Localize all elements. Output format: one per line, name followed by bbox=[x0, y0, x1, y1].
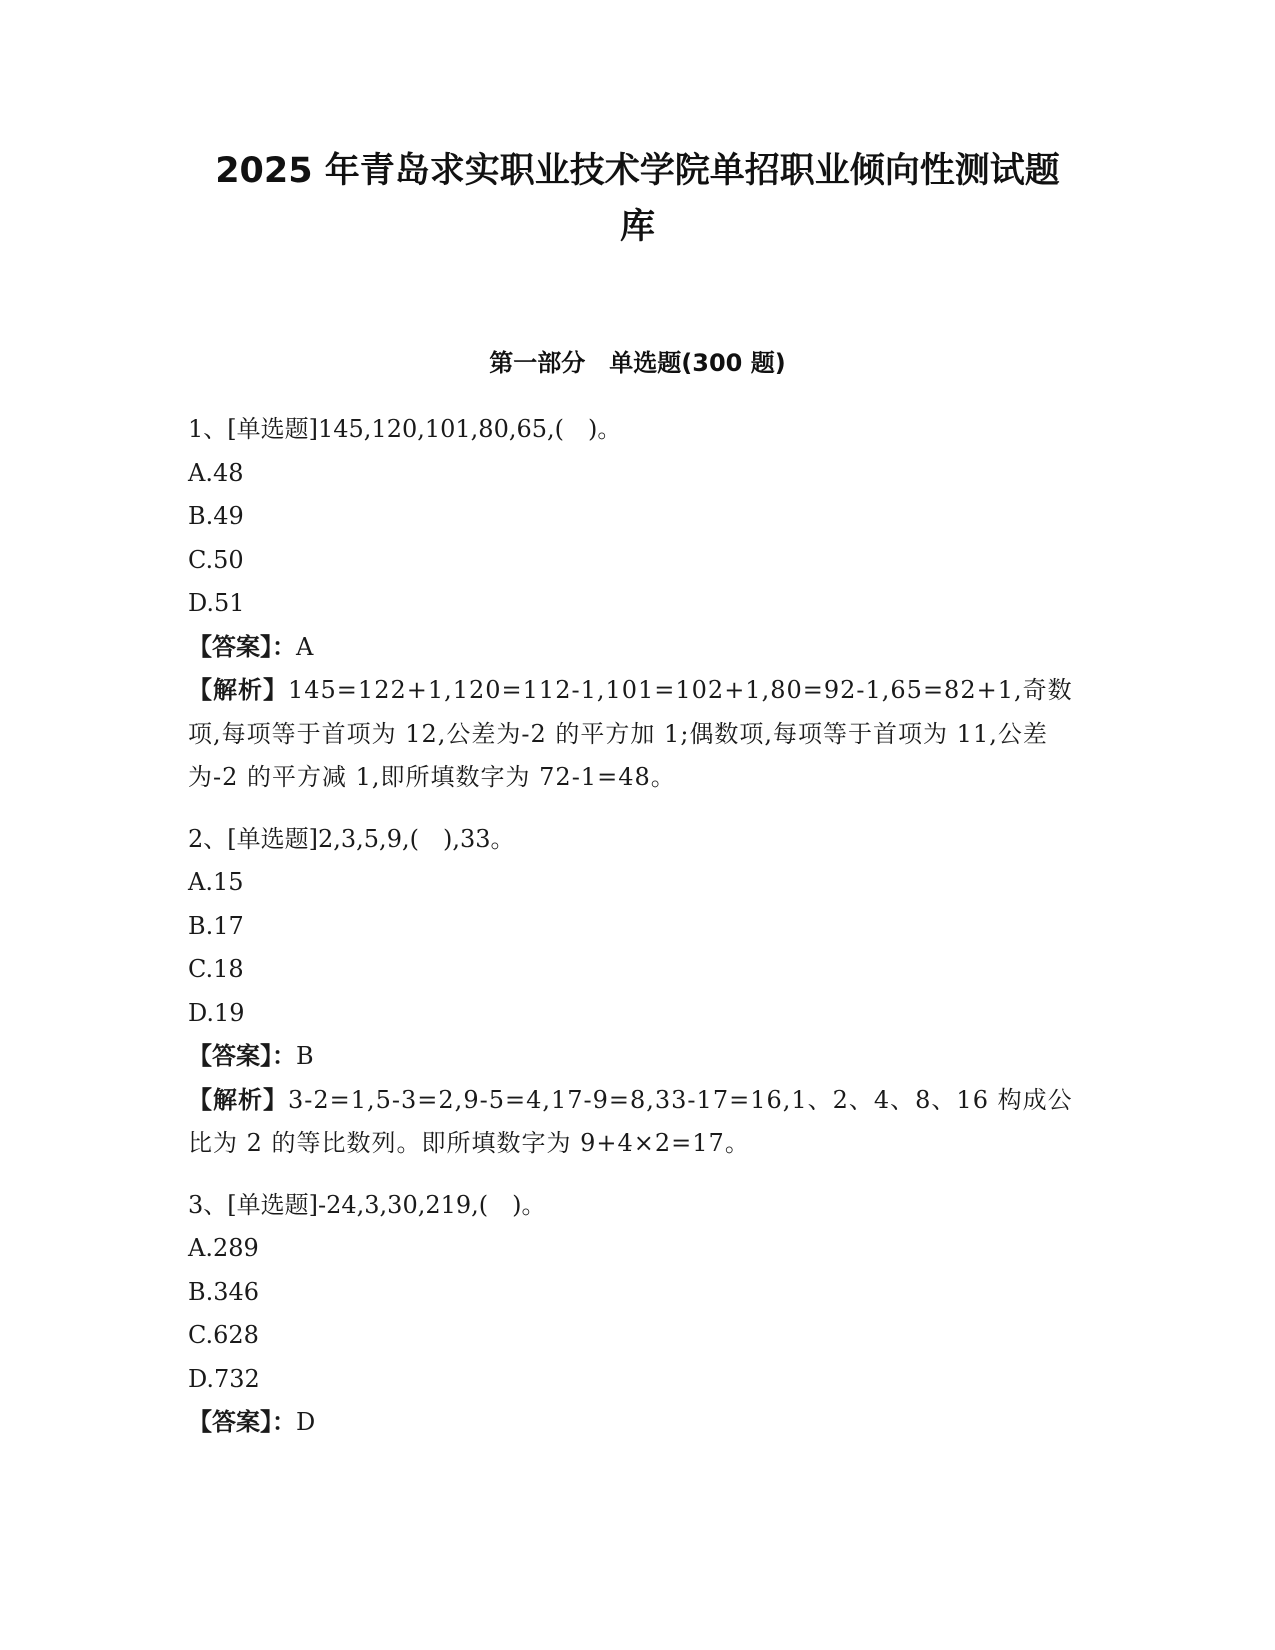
option-a: A.48 bbox=[188, 458, 244, 487]
question-stem: 1、[单选题]145,120,101,80,65,( )。 bbox=[188, 415, 622, 443]
title-line-2: 库 bbox=[619, 207, 655, 247]
answer-separator: ： bbox=[272, 632, 296, 661]
option-d: D.732 bbox=[188, 1364, 260, 1393]
answer-label: 【答案】 bbox=[188, 632, 272, 661]
question-2 bbox=[188, 818, 1088, 1166]
analysis-text: 3-2=1,5-3=2,9-5=4,17-9=8,33-17=16,1、2、4、8、16 构成公比为 2 的等比数列。即所填数字为 9+4×2=17。 bbox=[188, 1085, 1073, 1157]
option-b: B.49 bbox=[188, 502, 244, 530]
analysis-text: 145=122+1,120=112-1,101=102+1,80=92-1,65=82+1,奇数项,每项等于首项为 12,公差为-2 的平方加 1;偶数项,每项等于首项为 11,公差为-2 的平方减 1,即所填数字为 72-1=48。 bbox=[188, 676, 1073, 791]
document-title bbox=[150, 143, 1125, 255]
analysis-line bbox=[188, 669, 1088, 800]
section-title: 第一部分 单选题(300 题) bbox=[489, 349, 786, 377]
analysis-label: 【解析】 bbox=[188, 676, 288, 704]
option-c: C.628 bbox=[188, 1321, 259, 1349]
option-c: C.50 bbox=[188, 545, 244, 574]
option-a: A.15 bbox=[188, 868, 244, 896]
answer-line bbox=[188, 1401, 1088, 1445]
option-b: B.346 bbox=[188, 1277, 260, 1306]
analysis-label: 【解析】 bbox=[188, 1085, 288, 1114]
question-list bbox=[188, 408, 1088, 1463]
title-line-1: 2025 年青岛求实职业技术学院单招职业倾向性测试题 bbox=[215, 151, 1060, 191]
answer-label: 【答案】 bbox=[188, 1042, 272, 1070]
analysis-line bbox=[188, 1079, 1088, 1166]
question-stem: 2、[单选题]2,3,5,9,( ),33。 bbox=[188, 824, 515, 853]
question-1 bbox=[188, 408, 1088, 800]
question-stem: 3、[单选题]-24,3,30,219,( )。 bbox=[188, 1190, 546, 1219]
answer-separator: ： bbox=[272, 1408, 296, 1436]
answer-line bbox=[188, 1035, 1088, 1079]
question-3 bbox=[188, 1184, 1088, 1445]
answer-separator: ： bbox=[272, 1042, 296, 1070]
answer-value: D bbox=[296, 1408, 316, 1436]
answer-value: A bbox=[296, 632, 314, 661]
answer-line bbox=[188, 626, 1088, 670]
answer-label: 【答案】 bbox=[188, 1408, 272, 1436]
option-d: D.51 bbox=[188, 589, 245, 617]
option-c: C.18 bbox=[188, 955, 244, 983]
option-b: B.17 bbox=[188, 911, 244, 940]
answer-value: B bbox=[296, 1042, 314, 1070]
option-a: A.289 bbox=[188, 1234, 259, 1262]
option-d: D.19 bbox=[188, 998, 245, 1027]
